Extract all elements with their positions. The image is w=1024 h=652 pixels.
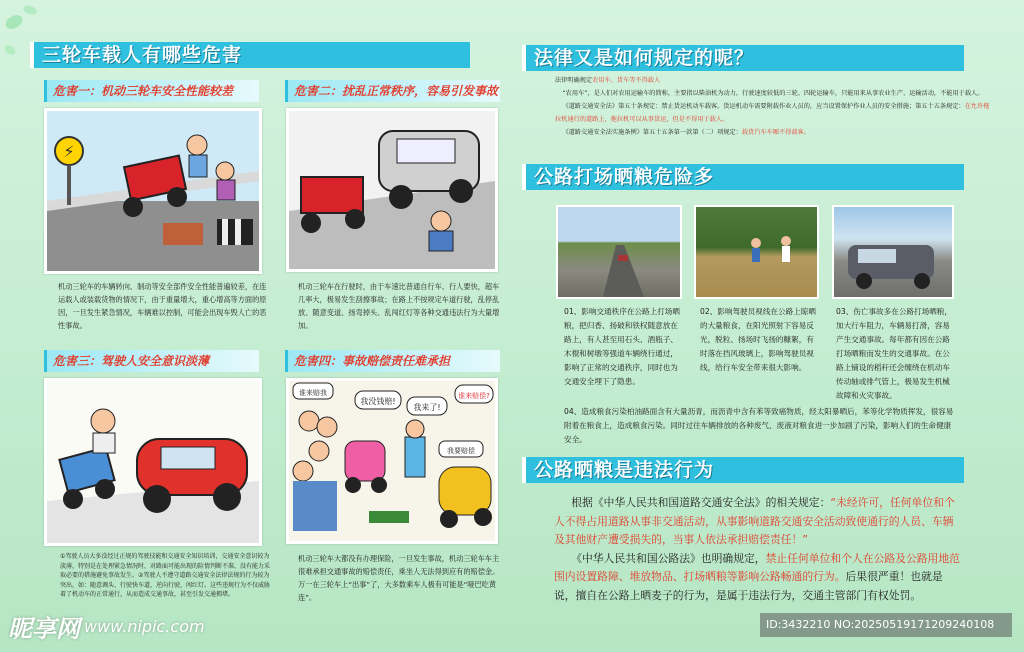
law-line-4: 《道路交通安全法实施条例》第五十五条第一款第（二）项规定：载货汽车车厢不得载客。 bbox=[562, 129, 810, 136]
watermark-logo: 昵享网 bbox=[8, 614, 80, 643]
hazard-4-caption: 机动三轮车大都没有办理保险，一旦发生事故，机动三轮车车主很难承担交通事故的赔偿责任，乘坐人无法得到应有的赔偿金。万一在三轮车上“出事”了，大多数乘车人极有可能是“哑巴吃黄连”。 bbox=[298, 554, 500, 602]
hazard-1-illustration bbox=[44, 108, 262, 274]
photo-caption-4: 04、造成粮食污染柏油路面含有大量沥青，而沥青中含有苯等致癌物质，经太阳暴晒后，苯等化学物质挥发，很容易附着在粮食上，造成粮食污染。同时过往车辆排放的各种废气、废液对粮食进一步加剧了污染，影响人们的生命健康安全。 bbox=[564, 407, 954, 444]
image-id-bar: ID:3432210 NO:20250519171209240108 bbox=[760, 613, 1012, 637]
watermark bbox=[8, 606, 205, 646]
svg-text:⚡: ⚡ bbox=[63, 142, 75, 161]
law-line-1: 法律明确规定农用车、货车等不得载人 bbox=[555, 77, 661, 84]
illegal-para-2: 《中华人民共和国公路法》也明确规定，禁止任何单位和个人在公路及公路用地范围内设置路障、堆放物品、打场晒粮等影响公路畅通的行为。后果很严重！也就是说，擅自在公路上晒麦子的行为，是属于违法行为，交通主管部门有权处罚。 bbox=[554, 551, 960, 602]
illegal-title-banner bbox=[522, 457, 964, 483]
photo-caption-1: 01、影响交通秩序在公路上打场晒粮，把归香、扬破和铁权随意放在路上，有人甚至用石头、酒瓶子、木棍和树墩等强道车辆绕行通过，影响了正常的交通秩序，同时也为交通安全埋下了隐患。 bbox=[564, 307, 680, 386]
law-line-3: 《道路交通安全法》第五十条规定：禁止货运机动车载客。货运机动车需要附载作业人员的，应当设置保护作业人员的安全措施；第五十五条规定：在允许拖拉机通行的道路上，拖拉机可以从事货运，但是不得用于载人。 bbox=[555, 103, 990, 123]
hazard-1-caption: 机动三轮车的车辆转向、制动等安全部件安全性能普遍较差，在连运载人或装载货物的情况下，由于重量增大，重心增高等方面的原因，一旦发生紧急情况，车辆难以控制，可能会出现车毁人亡的恶性事故。 bbox=[58, 282, 267, 330]
grain-title-banner bbox=[522, 164, 964, 190]
hazard-2-caption: 机动三轮车在行驶时，由于车速比普通自行车、行人要快，超车几率大，极易发生刮擦事故；在路上不按规定车道行驶，乱停乱放、随意变道、扬弯掉头、乱闯红灯等各种交通违法行为大量增加。 bbox=[298, 282, 500, 330]
law-text bbox=[555, 74, 995, 139]
photo-field-people bbox=[694, 205, 819, 299]
bubble-3-text: 谁来赔偿? bbox=[458, 392, 490, 400]
photo-caption-2: 02、影响驾驶员视线在公路上晾晒的大量粮食，在阳光照射下容易反光，脱粒、扬场时飞扬的糠絮，有时落在挡风玻璃上，影响驾驶员视线，给行车安全带来很大影响。 bbox=[700, 307, 816, 372]
photo-caption-3: 03、伤亡事故多在公路打场晒粮，加大行车阻力，车辆易打滑，容易产生交通事故。每年都有因在公路打场晒粮而发生的交通事故。在公路上铺设的稻秆还会缠绕在机动车传动轴或排气管上，极易发生机械故障和火灾事故。 bbox=[836, 307, 952, 400]
photo-road-grain bbox=[556, 205, 682, 299]
hazard-3-caption: ①驾驶人员大多没经过正规的驾驶技能和交通安全知识培训，交通安全意识较为淡薄，特别是在处理紧急情况时，对路面可能出现的险情判断不准，没有能力采取必要的措施避免事故发生。②驾驶人不遵守道路交通安全法律法规的行为较为突出，如：随意调头、行驶快车道，逆向行驶，闯红灯。这些违规行为不仅威胁着了机动车的正常通行，从而造成交通事故，甚至引发交通拥堵。 bbox=[60, 553, 271, 598]
watermark-url: www.nipic.com bbox=[84, 616, 205, 636]
hazard-1-label: 危害一：机动三轮车安全性能较差 bbox=[44, 80, 259, 102]
bubble-1-text: 我没钱赔! bbox=[360, 397, 396, 406]
photo-crashed-car bbox=[832, 205, 954, 299]
law-title-banner bbox=[522, 45, 964, 71]
law-line-2: “农用车”，是人们对农用运输车的简称，主要指以柴油机为动力，行驶速度较低的三轮、四轮运输车，只能用来从事农业生产、运输活动，不能用于载人。 bbox=[562, 90, 984, 97]
illegal-para-1: 根据《中华人民共和国道路交通安全法》的相关规定：“未经许可，任何单位和个人不得占用道路从事非交通活动，从事影响道路交通安全活动致使通行的人员、车辆及其他财产遭受损失的，当事人依法承担赔偿责任！” bbox=[554, 496, 955, 546]
bubble-5-text: 我要赔偿 bbox=[447, 447, 475, 455]
hazard-3-illustration bbox=[44, 378, 262, 546]
law-title: 法律又是如何规定的呢？ bbox=[534, 47, 755, 69]
bubble-4-text: 谁来赔我 bbox=[299, 389, 327, 397]
hazard-2-label: 危害二：扰乱正常秩序，容易引发事故 bbox=[285, 80, 500, 102]
hazard-4-illustration bbox=[286, 378, 498, 544]
left-title: 三轮车载人有哪些危害 bbox=[42, 44, 243, 66]
bubble-2-text: 我来了! bbox=[413, 403, 441, 412]
hazard-4-label: 危害四：事故赔偿责任难承担 bbox=[285, 350, 500, 372]
illegal-title: 公路晒粮是违法行为 bbox=[534, 459, 715, 481]
illegal-text bbox=[554, 494, 964, 605]
grain-title: 公路打场晒粮危险多 bbox=[534, 166, 715, 188]
hazard-2-illustration bbox=[286, 108, 498, 272]
left-title-banner bbox=[30, 42, 470, 68]
hazard-3-label: 危害三：驾驶人安全意识淡薄 bbox=[44, 350, 259, 372]
